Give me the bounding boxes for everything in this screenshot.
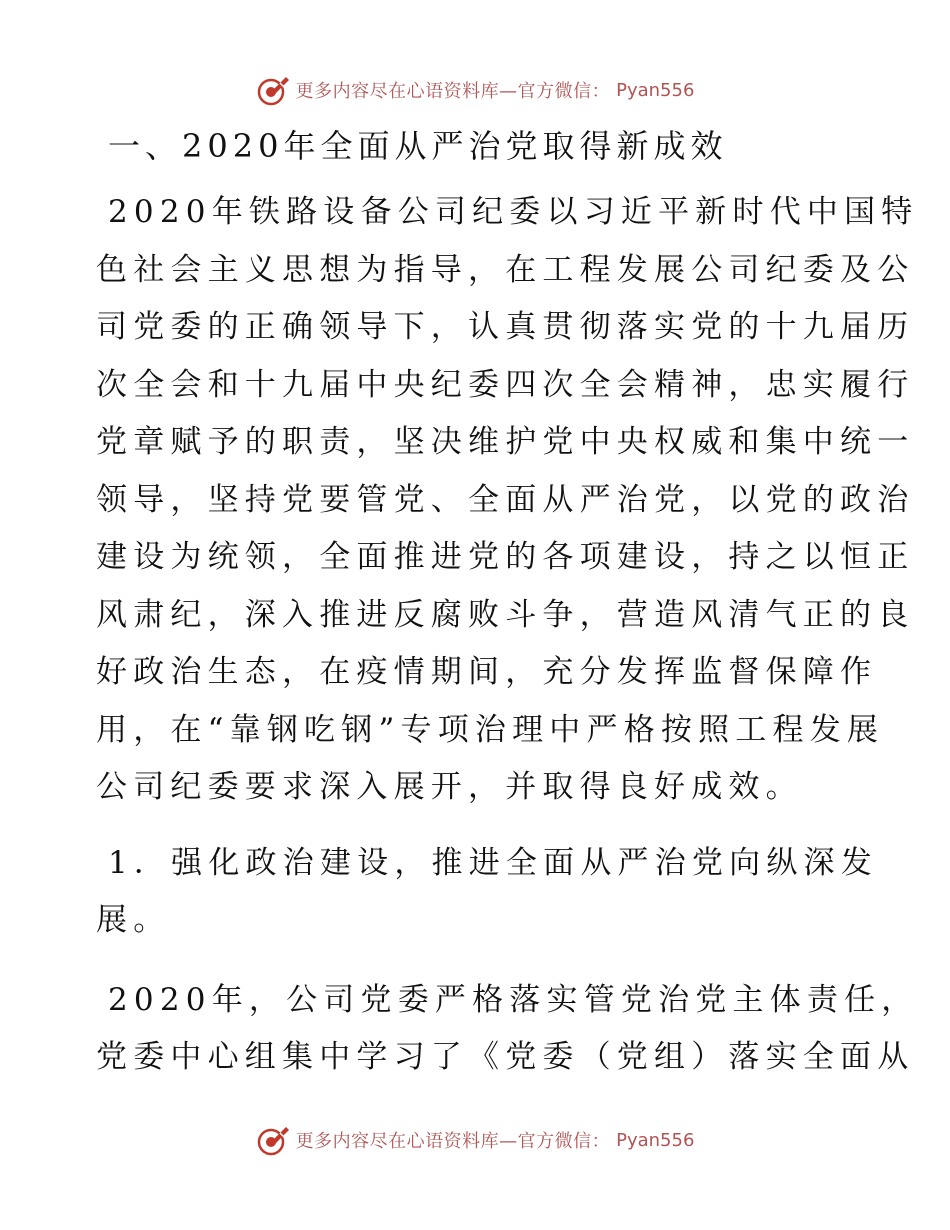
- text-line: 2020年，公司党委严格落实管党治党主体责任，: [108, 981, 919, 1018]
- text-line: 领导，坚持党要管党、全面从严治党，以党的政治: [96, 481, 915, 518]
- watermark-top: [0, 70, 950, 110]
- subsection-heading: [96, 835, 878, 950]
- text-line: 党章赋予的职责，坚决维护党中央权威和集中统一: [96, 424, 915, 460]
- watermark-wechat-id: Pyan556: [616, 1129, 695, 1151]
- text-line: 党委中心组集中学习了《党委（党组）落实全面从: [96, 1039, 915, 1075]
- watermark-text: 更多内容尽在心语资料库—官方微信：: [295, 1131, 611, 1152]
- text-line: 公司纪委要求深入展开，并取得良好成效。: [96, 769, 803, 805]
- text-line: 用，在“靠钢吃钢”专项治理中严格按照工程发展: [96, 711, 885, 748]
- text-line: 司党委的正确领导下，认真贯彻落实党的十九届历: [96, 309, 915, 345]
- text-line: 1．强化政治建设，推进全面从严治党向纵深发: [108, 844, 878, 881]
- paragraph-intro: [96, 184, 919, 817]
- pen-logo-icon: [256, 73, 290, 107]
- text-line: 展。: [96, 902, 171, 938]
- text-line: 2020年铁路设备公司纪委以习近平新时代中国特: [108, 194, 919, 230]
- watermark-bottom: [0, 1120, 950, 1160]
- watermark-text: 更多内容尽在心语资料库—官方微信：: [295, 81, 611, 102]
- section-heading: 一、2020年全面从严治党取得新成效: [108, 127, 728, 165]
- text-line: 好政治生态，在疫情期间，充分发挥监督保障作: [96, 654, 878, 690]
- watermark-wechat-id: Pyan556: [616, 79, 695, 101]
- text-line: 建设为统领，全面推进党的各项建设，持之以恒正: [96, 539, 915, 575]
- pen-logo-icon: [256, 1123, 290, 1157]
- spacer: [96, 950, 856, 972]
- document-body: [96, 118, 919, 1087]
- text-line: 风肃纪，深入推进反腐败斗争，营造风清气正的良: [96, 596, 915, 633]
- paragraph-second: [96, 972, 919, 1087]
- text-line: 色社会主义思想为指导，在工程发展公司纪委及公: [96, 251, 915, 288]
- spacer: [96, 817, 856, 835]
- text-line: 次全会和十九届中央纪委四次全会精神，忠实履行: [96, 366, 915, 403]
